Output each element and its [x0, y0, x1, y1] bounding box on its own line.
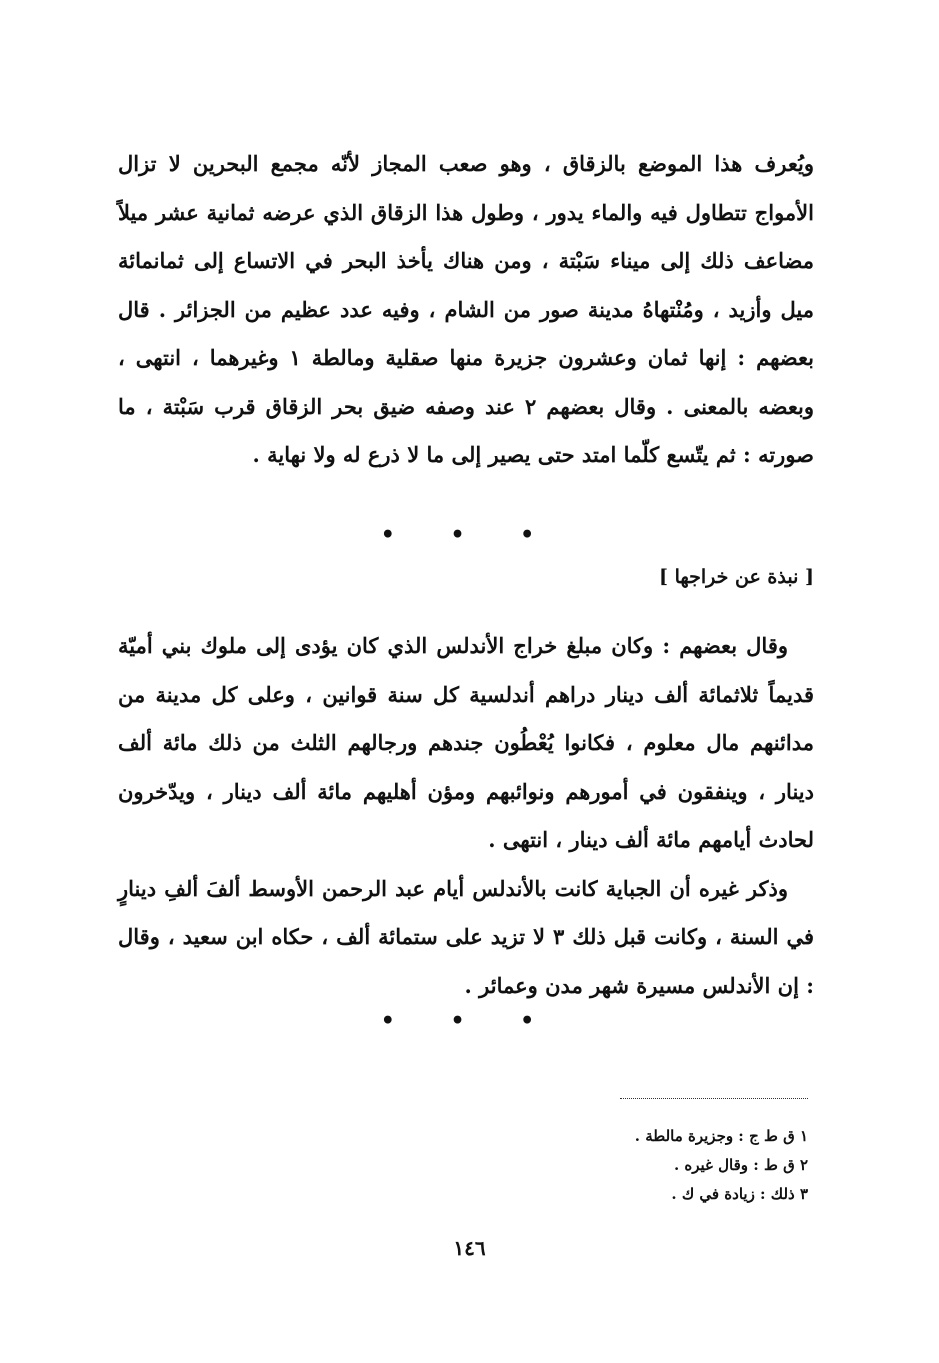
paragraph-revenue: وذكر غيره أن الجباية كانت بالأندلس أيام عبد الرحمن الأوسط ألفَ ألفِ دينارٍ في السنة ، وكانت قبل ذلك ٣ لا تزيد على ستمائة ألف ، حكاه ابن سعيد ، وقال : إن الأندلس مسيرة شهر مدن وعمائر .: [118, 875, 814, 998]
footnotes: [408, 1122, 808, 1209]
section-1: [118, 140, 814, 480]
footnote-2: ٢ ق ط : وقال غيره .: [673, 1156, 808, 1174]
separator-dots-2: • • •: [380, 1008, 559, 1034]
separator-dots-1: • • •: [380, 522, 559, 548]
page-number: ١٤٦: [453, 1236, 486, 1260]
section-2: [118, 622, 814, 1010]
paragraph-strait: ويُعرف هذا الموضع بالزقاق ، وهو صعب المجاز لأنّه مجمع البحرين لا تزال الأمواج تتطاول فيه والماء يدور ، وطول هذا الزقاق الذي عرضه ثمانية عشر ميلاً مضاعف ذلك إلى ميناء سَبْتة ، ومن هناك يأخذ البحر في الاتساع إلى ثمانمائة ميل وأزيد ، ومُنْتهاهُ مدينة صور من الشام ، وفيه عدد عظيم من الجزائر . قال بعضهم : إنها ثمان وعشرون جزيرة منها صقلية ومالطة ١ وغيرهما ، انتهى ، وبعضه بالمعنى . وقال بعضهم ٢ عند وصفه ضيق بحر الزقاق قرب سَبْتة ، ما صورته : ثم يتّسع كلّما امتد حتى يصير إلى ما لا ذرع له ولا نهاية .: [118, 151, 814, 467]
paragraph-taxes: وقال بعضهم : وكان مبلغ خراج الأندلس الذي كان يؤدى إلى ملوك بني أميّة قديماً ثلاثمائة ألف دينار دراهم أندلسية كل سنة قوانين ، وعلى كل مدينة من مدائنهم مال معلوم ، فكانوا يُعْطُون جندهم ورجالهم الثلث من ذلك مائة ألف دينار ، وينفقون في أمورهم ونوائبهم ومؤن أهليهم مائة ألف دينار ، ويدّخرون لحادث أيامهم مائة ألف دينار ، انتهى .: [118, 633, 814, 852]
footnote-rule: [620, 1098, 808, 1099]
section-heading: [ نبذة عن خراجها ]: [659, 566, 814, 588]
footnote-3: ٣ ذلك : زيادة في ك .: [671, 1185, 808, 1203]
footnote-1: ١ ق ط ج : وجزيرة مالطة .: [634, 1127, 808, 1145]
